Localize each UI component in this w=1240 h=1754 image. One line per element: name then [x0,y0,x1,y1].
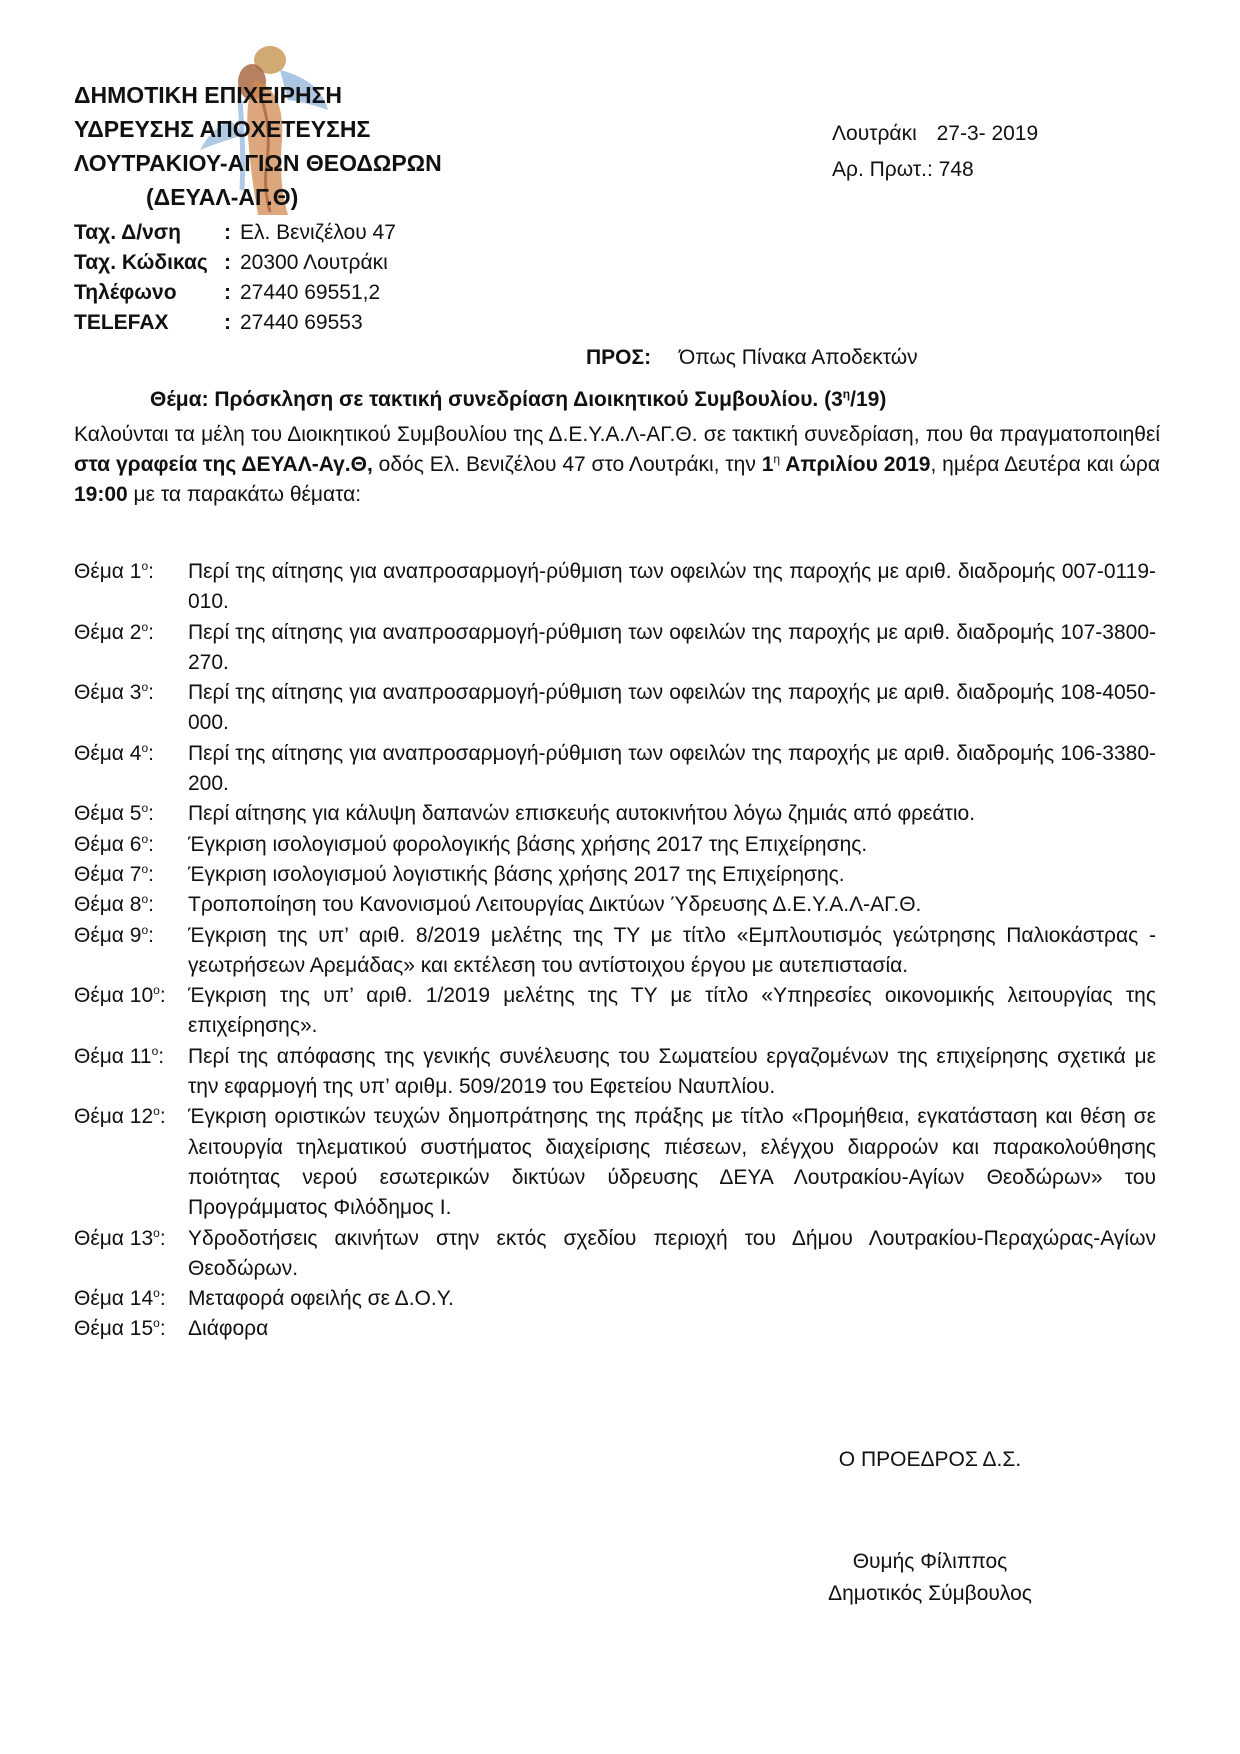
protocol-line [832,152,1038,188]
subject-sup: η [842,387,851,401]
subject-tail: /19) [850,388,887,411]
contact-label: Ταχ. Κώδικας [74,251,208,274]
agenda-item-number: Θέμα $15^o$: [74,1316,166,1341]
agenda-item-text: Διάφορα [188,1317,269,1341]
agenda-item-number: Θέμα $1^o$: [74,559,154,583]
agenda-item-number: Θέμα $5^o$: [74,801,154,826]
contact-label: Ταχ. Δ/νση [74,221,181,244]
org-line-4: (ΔΕΥΑΛ-ΑΓ.Θ) [146,184,299,210]
contact-row-phone [74,278,396,308]
agenda-item-number: Θέμα $11^o$: [74,1043,165,1068]
agenda-item-text: Περί της αίτησης για αναπροσαρμογή-ρύθμιση των οφειλών της παροχής με αριθ. διαδρομής 108-4050-000. [188,681,1156,735]
agenda-item-number: Θέμα $3^o$: [74,680,154,705]
signature-title: Ο ΠΡΟΕΔΡΟΣ Δ.Σ. [838,1448,1022,1471]
date: 27-3- 2019 [936,122,1039,145]
date-line [832,116,1038,152]
agenda-item-number: Θέμα $2^o$: [74,619,154,644]
agenda-item-number: Θέμα $6^o$: [74,831,154,856]
agenda-item-text: Έγκριση ισολογισμού λογιστικής βάσης χρήσης 2017 της Επιχείρησης. [188,862,845,886]
intro-part-2: οδός Ελ. Βενιζέλου 47 στο Λουτράκι, την [372,453,762,476]
agenda-item-text: Περί της αίτησης για αναπροσαρμογή-ρύθμιση των οφειλών της παροχής με αριθ. διαδρομής 107-3800-270. [188,620,1156,674]
agenda-item [74,1224,1160,1285]
date-protocol-block [832,116,1038,188]
agenda-item-number: Θέμα $14^o$: [74,1286,166,1311]
signatory-name: Θυμής Φίλιππος [852,1550,1008,1573]
org-line-1: ΔΗΜΟΤΙΚΗ ΕΠΙΧΕΙΡΗΣΗ [74,82,343,108]
subject-text: Θέμα: Πρόσκληση σε τακτική συνεδρίαση Διοικητικού Συμβουλίου. (3 [150,388,843,411]
contact-separator: : [224,281,231,304]
intro-time: 19:00 [74,483,128,506]
agenda-item-text: Περί της αίτησης για αναπροσαρμογή-ρύθμιση των οφειλών της παροχής με αριθ. διαδρομής 007-0119-010. [188,560,1156,614]
protocol-label: Αρ. Πρωτ.: [832,158,933,181]
contact-label: Τηλέφωνο [74,281,177,304]
contact-row-address [74,218,396,248]
agenda-item-text: Έγκριση ισολογισμού φορολογικής βάσης χρήσης 2017 της Επιχείρησης. [188,832,868,856]
contact-separator: : [224,311,231,334]
agenda-item [74,1042,1160,1103]
agenda-item [74,618,1160,679]
subject-line [150,388,886,412]
agenda-item [74,921,1160,982]
organization-name [74,78,442,214]
org-line-3: ΛΟΥΤΡΑΚΙΟΥ-ΑΓΙΩΝ ΘΕΟΔΩΡΩΝ [74,150,442,176]
agenda-item [74,860,1160,890]
agenda-item [74,830,1160,860]
agenda-item-number: Θέμα $4^o$: [74,740,154,765]
agenda-item-number: Θέμα $8^o$: [74,892,154,917]
agenda-item-text: Μεταφορά οφειλής σε Δ.Ο.Υ. [188,1287,454,1311]
agenda-item [74,799,1160,829]
agenda-item-number: Θέμα $9^o$: [74,922,154,947]
intro-location: στα γραφεία της ΔΕΥΑΛ-Αγ.Θ, [74,453,373,476]
contact-row-fax [74,308,396,338]
agenda-item [74,678,1160,739]
contact-value: 27440 69551,2 [240,281,381,304]
contact-label: TELEFAX [74,311,169,334]
agenda-item-number: Θέμα $12^o$: [74,1104,166,1129]
agenda-item [74,557,1160,618]
contact-value: 27440 69553 [240,311,363,334]
intro-date: Απριλίου 2019 [780,453,931,476]
recipient-label: ΠΡΟΣ: [586,346,652,369]
org-line-2: ΥΔΡΕΥΣΗΣ ΑΠΟΧΕΤΕΥΣΗΣ [74,116,371,142]
agenda-item-text: Έγκριση οριστικών τευχών δημοπράτησης της πράξης με τίτλο «Προμήθεια, εγκατάσταση και θέση σε λειτουργία τηλεματικού συστήματος διαχείρισης πιέσεων, ελέγχου διαρροών και παρακολούθησης ποιότητας νερού εσωτερικών δικτύων ύδρευσης ΔΕΥΑ Λουτρακίου-Αγίων Θεοδώρων» του Προγράμματος Φιλόδημος Ι. [188,1105,1156,1220]
agenda-item-text: Περί αίτησης για κάλυψη δαπανών επισκευής αυτοκινήτου λόγω ζημιάς από φρεάτιο. [188,802,976,826]
contact-details [74,218,396,338]
agenda-item [74,1284,1160,1314]
recipient-value: Όπως Πίνακα Αποδεκτών [678,346,918,369]
intro-day-sup: η [773,452,781,466]
agenda-item [74,981,1160,1042]
agenda-item-number: Θέμα $13^o$: [74,1225,166,1250]
place: Λουτράκι [832,122,917,145]
agenda-item-text: Τροποποίηση του Κανονισμού Λειτουργίας Δικτύων Ύδρευσης Δ.Ε.Υ.Α.Λ-ΑΓ.Θ. [188,893,922,917]
agenda-item [74,890,1160,920]
contact-value: 20300 Λουτράκι [240,251,388,274]
intro-part-4: με τα παρακάτω θέματα: [127,483,362,506]
agenda-item-number: Θέμα $10^o$: [74,983,166,1008]
agenda-item-number: Θέμα $7^o$: [74,861,154,886]
signature-block [760,1546,1100,1610]
agenda-item-text: Περί της αίτησης για αναπροσαρμογή-ρύθμιση των οφειλών της παροχής με αριθ. διαδρομής 106-3380-200. [188,741,1156,796]
intro-paragraph [74,420,1160,510]
agenda-item-text: Έγκριση της υπ’ αριθ. 8/2019 μελέτης της ΤΥ με τίτλο «Εμπλουτισμός γεώτρησης Παλιοκάστρας - γεωτρήσεων Αρεμάδας» και εκτέλεση του αντίστοιχου έργου με αυτεπιστασία. [188,923,1156,977]
signatory-role: Δημοτικός Σύμβουλος [828,1582,1032,1605]
protocol-number: 748 [938,158,974,181]
intro-part-3: , ημέρα Δευτέρα και ώρα [930,453,1161,476]
contact-row-postcode [74,248,396,278]
contact-separator: : [224,251,231,274]
contact-separator: : [224,221,231,244]
contact-value: Ελ. Βενιζέλου 47 [240,221,396,244]
agenda-list [74,557,1160,1345]
agenda-item [74,1102,1160,1223]
agenda-item-text: Περί της απόφασης της γενικής συνέλευσης του Σωματείου εργαζομένων της επιχείρησης σχετικά με την εφαρμογή της υπ’ αριθμ. 509/2019 του Εφετείου Ναυπλίου. [188,1044,1156,1099]
intro-day: 1 [761,453,774,476]
agenda-item [74,739,1160,800]
agenda-item-text: Έγκριση της υπ’ αριθ. 1/2019 μελέτης της ΤΥ με τίτλο «Υπηρεσίες οικονομικής λειτουργίας της επιχείρησης». [188,984,1156,1038]
agenda-item [74,1314,1160,1344]
intro-part-1: Καλούνται τα μέλη του Διοικητικού Συμβουλίου της Δ.Ε.Υ.Α.Λ-ΑΓ.Θ. σε τακτική συνεδρίαση, που θα πραγματοποιηθεί [74,423,1160,446]
agenda-item-text: Υδροδοτήσεις ακινήτων στην εκτός σχεδίου περιοχή του Δήμου Λουτρακίου-Περαχώρας-Αγίων Θεοδώρων. [188,1226,1156,1280]
recipient [586,346,918,370]
